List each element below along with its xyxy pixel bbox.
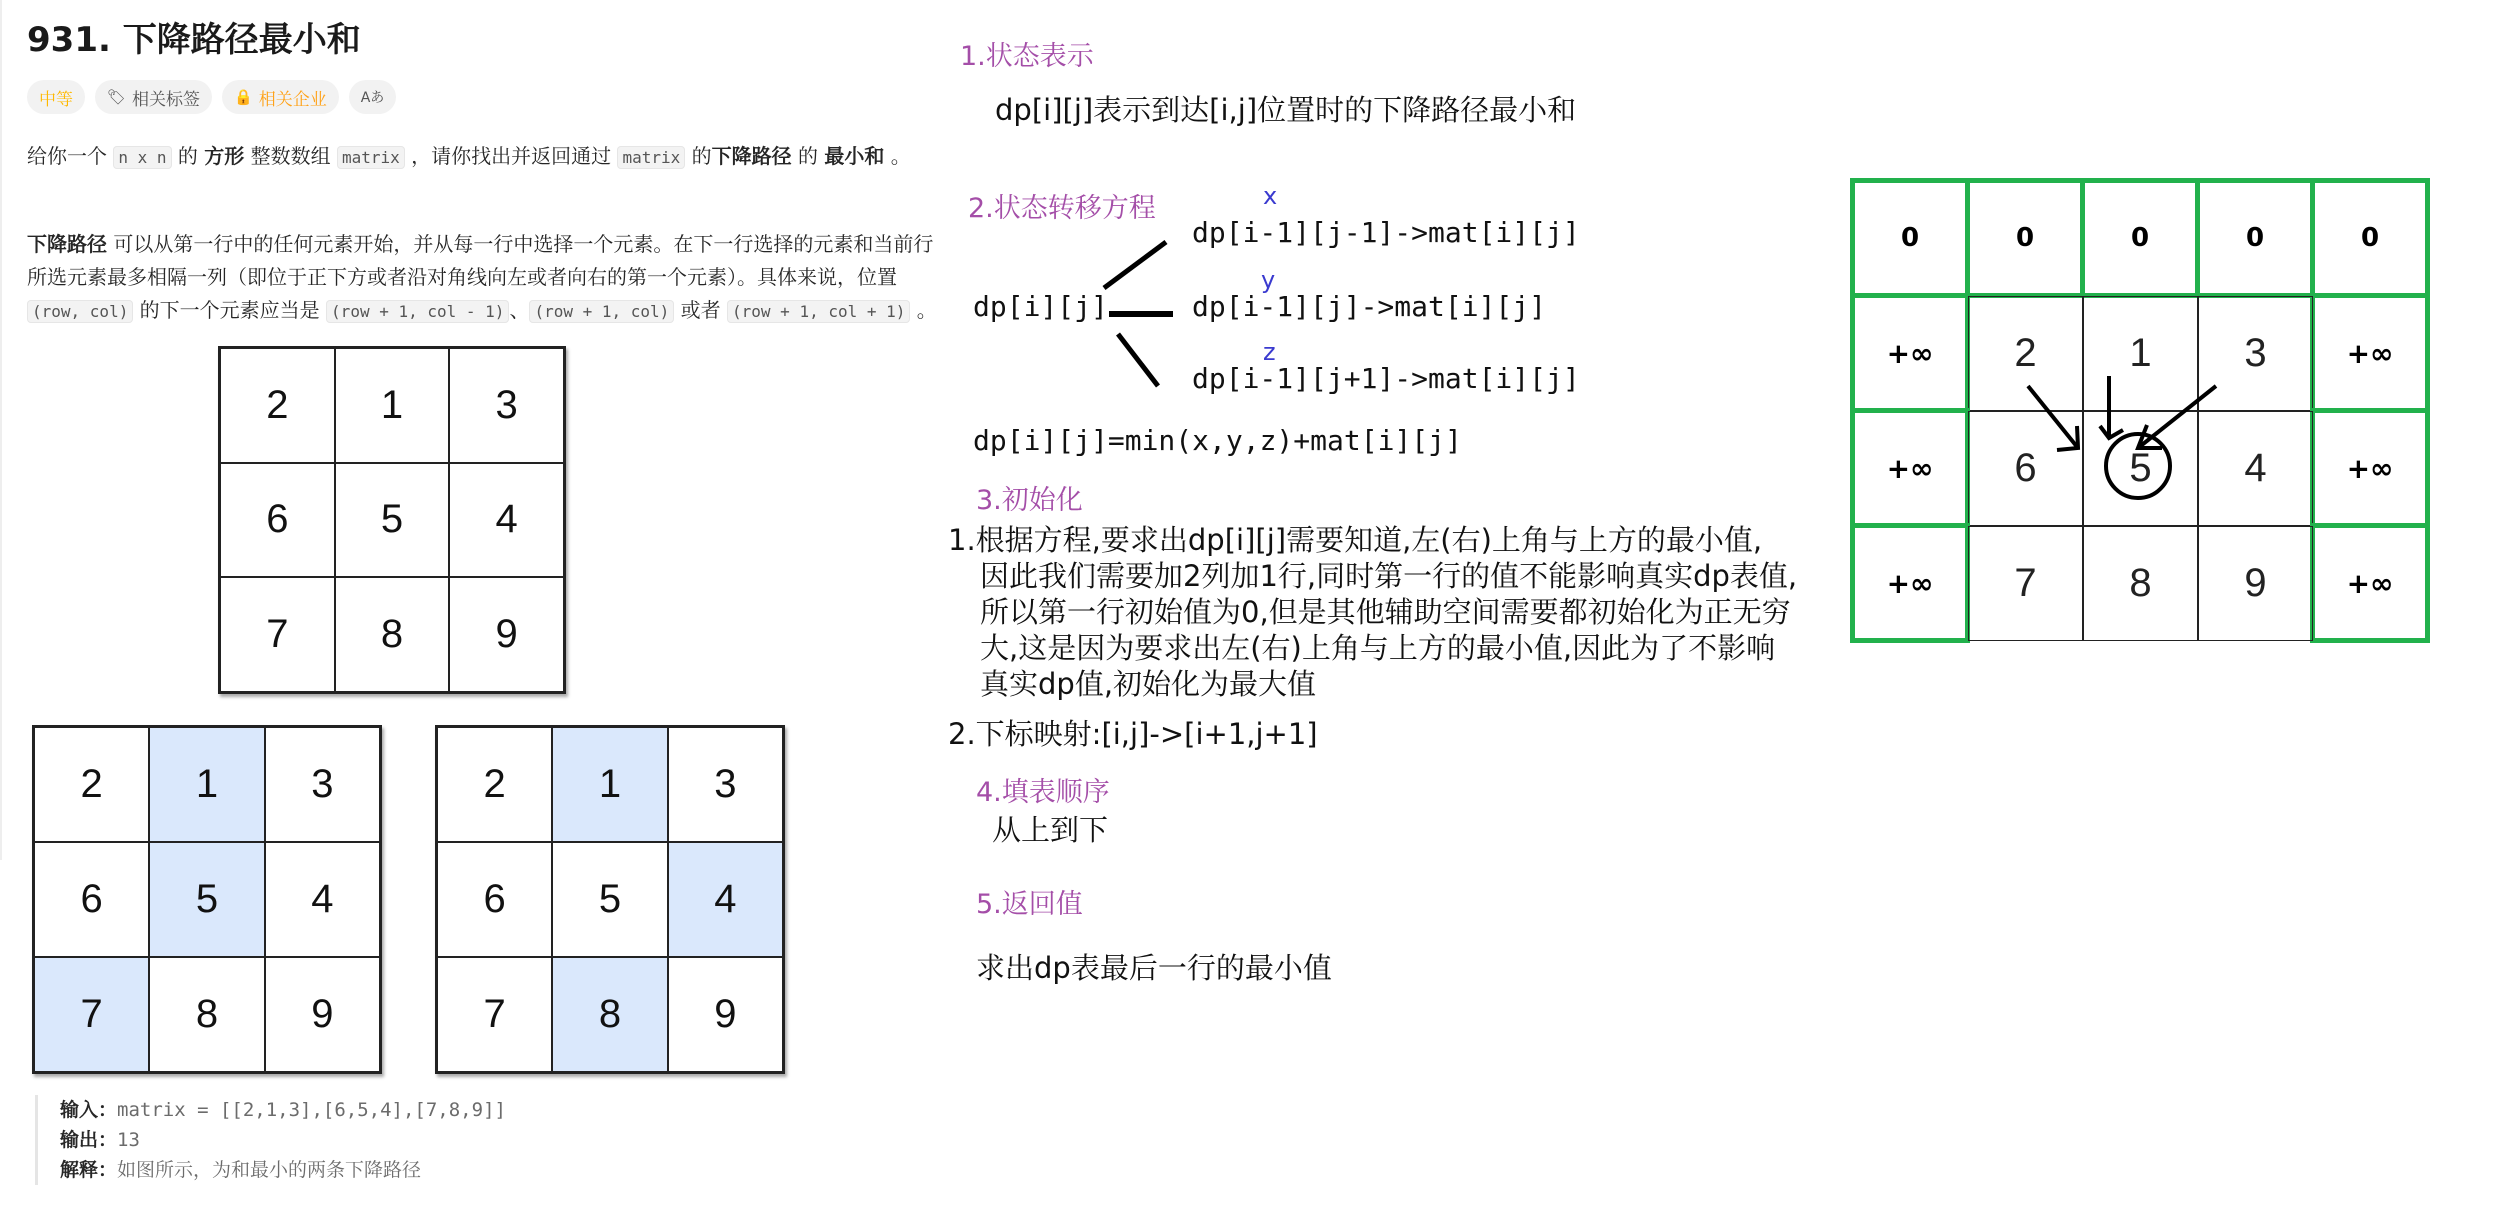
branch-line-up xyxy=(1104,242,1166,288)
translate-icon: Aあ xyxy=(360,90,385,106)
text: 或者 xyxy=(674,298,728,322)
matrix-cell: 4 xyxy=(668,842,783,957)
matrix-cell: 6 xyxy=(437,842,552,957)
matrix-cell: 9 xyxy=(668,957,783,1072)
init-item-1 xyxy=(948,522,1797,702)
matrix-cell: 2 xyxy=(34,727,149,842)
bold-text: 最小和 xyxy=(824,144,885,168)
inline-code: (row + 1, col - 1) xyxy=(326,300,509,323)
matrix-cell: 6 xyxy=(34,842,149,957)
dp-cell-zero: 0 xyxy=(2080,178,2200,298)
text: 可以从第一行中的任何元素开始，并从每一行中选择一个元素。在下一行选择的元素和当前行所选元素最多相隔一列（即位于正下方或者沿对角线向左或者向右的第一个元素）。具体来说，位置 xyxy=(27,232,934,289)
matrix-cell: 3 xyxy=(449,348,564,463)
section3-heading: 3.初始化 xyxy=(976,485,1083,516)
arrow-from-top-left xyxy=(2028,386,2078,448)
bold-text: 方形 xyxy=(204,144,245,168)
transition-1: dp[i-1][j-1]->mat[i][j] xyxy=(1192,216,1580,249)
text: ，请你找出并返回通过 xyxy=(404,144,618,168)
section5-heading: 5.返回值 xyxy=(976,889,1083,920)
matrix-cell: 2 xyxy=(220,348,335,463)
matrix-cell: 8 xyxy=(149,957,264,1072)
text: 的下一个元素应当是 xyxy=(133,298,327,322)
init-line: 因此我们需要加2列加1行,同时第一行的值不能影响真实dp表值, xyxy=(980,559,1798,593)
text: 。 xyxy=(910,298,937,322)
var-y: y xyxy=(1261,266,1276,294)
inline-code: matrix xyxy=(617,146,685,169)
dp-cell-infinity: +∞ xyxy=(2310,293,2430,413)
dp-cell-value: 2 xyxy=(1968,296,2083,411)
dp-ij-label: dp[i][j] xyxy=(973,290,1108,323)
text: 。 xyxy=(884,144,911,168)
dp-cell-infinity: +∞ xyxy=(2310,408,2430,528)
section4-text: 从上到下 xyxy=(992,813,1109,847)
section2-heading: 2.状态转移方程 xyxy=(968,193,1156,224)
section1-text: dp[i][j]表示到达[i,j]位置时的下降路径最小和 xyxy=(995,93,1577,127)
dp-cell-value: 5 xyxy=(2083,411,2198,526)
matrix-cell: 7 xyxy=(220,577,335,692)
matrix-cell: 1 xyxy=(552,727,667,842)
section4-heading: 4.填表顺序 xyxy=(976,777,1110,808)
matrix-cell: 5 xyxy=(552,842,667,957)
init-line: 真实dp值,初始化为最大值 xyxy=(980,667,1317,701)
init-line: 1.根据方程,要求出dp[i][j]需要知道,左(右)上角与上方的最小值, xyxy=(948,523,1763,557)
section1-heading: 1.状态表示 xyxy=(960,41,1094,72)
tag-label: 相关标签 xyxy=(132,89,201,110)
matrix-cell: 4 xyxy=(449,463,564,578)
section5-text: 求出dp表最后一行的最小值 xyxy=(976,951,1332,985)
arrowhead xyxy=(2100,426,2123,438)
dp-cell-infinity: +∞ xyxy=(1850,293,1970,413)
matrix-cell: 7 xyxy=(34,957,149,1072)
transition-formula: dp[i][j]=min(x,y,z)+mat[i][j] xyxy=(973,424,1462,457)
matrix-cell: 2 xyxy=(437,727,552,842)
dp-cell-value: 3 xyxy=(2198,296,2313,411)
dp-cell-value: 1 xyxy=(2083,296,2198,411)
text: 给你一个 xyxy=(27,144,114,168)
matrix-cell: 5 xyxy=(149,842,264,957)
inline-code: (row + 1, col + 1) xyxy=(727,300,910,323)
dp-cell-zero: 0 xyxy=(1850,178,1970,298)
explain-label: 解释： xyxy=(60,1159,118,1181)
matrix-cell: 1 xyxy=(335,348,450,463)
matrix-cell: 8 xyxy=(552,957,667,1072)
tag-row xyxy=(27,80,396,114)
init-line: 所以第一行初始值为0,但是其他辅助空间需要都初始化为正无穷 xyxy=(980,595,1791,629)
example-matrix-image xyxy=(218,346,566,694)
matrix-cell: 6 xyxy=(220,463,335,578)
dp-cell-infinity: +∞ xyxy=(1850,523,1970,643)
inline-code: matrix xyxy=(337,146,405,169)
text: 整数数组 xyxy=(244,144,337,168)
bold-text: 下降路径 xyxy=(27,232,107,256)
tag-translate[interactable] xyxy=(349,80,397,114)
init-item-2: 2.下标映射:[i,j]->[i+1,j+1] xyxy=(948,717,1318,751)
matrix-cell: 9 xyxy=(265,957,380,1072)
matrix-cell: 7 xyxy=(437,957,552,1072)
tag-tag[interactable] xyxy=(95,80,212,114)
description-paragraph xyxy=(27,140,947,174)
dp-cell-zero: 0 xyxy=(2310,178,2430,298)
matrix-cell: 3 xyxy=(668,727,783,842)
text: 的 xyxy=(685,144,712,168)
problem-title: 931. 下降路径最小和 xyxy=(27,20,361,60)
panel-divider xyxy=(0,0,2,860)
output-value: 13 xyxy=(117,1129,140,1151)
matrix-cell: 3 xyxy=(265,727,380,842)
tag-lock[interactable] xyxy=(222,80,339,114)
inline-code: (row + 1, col) xyxy=(529,300,674,323)
matrix-cell: 1 xyxy=(149,727,264,842)
path2-matrix-image xyxy=(435,725,785,1074)
branch-lines xyxy=(1090,230,1190,400)
text: 的 xyxy=(791,144,825,168)
dp-cell-infinity: +∞ xyxy=(1850,408,1970,528)
path1-matrix-image xyxy=(32,725,382,1074)
dp-cell-infinity: +∞ xyxy=(2310,523,2430,643)
dp-cell-value: 6 xyxy=(1968,411,2083,526)
branch-line-down xyxy=(1118,334,1158,386)
dp-cell-zero: 0 xyxy=(1965,178,2085,298)
matrix-cell: 4 xyxy=(265,842,380,957)
matrix-cell: 5 xyxy=(335,463,450,578)
var-x: x xyxy=(1263,182,1278,210)
output-label: 输出： xyxy=(60,1129,118,1151)
inline-code: n x n xyxy=(113,146,171,169)
transition-2: dp[i-1][j]->mat[i][j] xyxy=(1192,290,1547,323)
tag-label: 中等 xyxy=(39,89,73,110)
matrix-cell: 8 xyxy=(335,577,450,692)
dp-cell-value: 8 xyxy=(2083,526,2198,641)
dp-cell-value: 7 xyxy=(1968,526,2083,641)
transition-3: dp[i-1][j+1]->mat[i][j] xyxy=(1192,362,1580,395)
example-block xyxy=(35,1095,506,1185)
init-line: 大,这是因为要求出左(右)上角与上方的最小值,因此为了不影响 xyxy=(980,631,1776,665)
lock-icon: 🔒 xyxy=(234,88,253,106)
dp-table-diagram xyxy=(1850,178,2425,638)
text: 、 xyxy=(509,298,530,322)
dp-cell-value: 9 xyxy=(2198,526,2313,641)
dp-arrows-overlay xyxy=(1850,178,2425,638)
description-paragraph xyxy=(27,228,947,328)
tag-difficulty[interactable] xyxy=(27,80,85,114)
arrow-from-top-right xyxy=(2138,386,2216,448)
explain-value: 如图所示，为和最小的两条下降路径 xyxy=(117,1159,422,1181)
input-label: 输入： xyxy=(60,1099,118,1121)
dp-cell-zero: 0 xyxy=(2195,178,2315,298)
bold-text: 下降路径 xyxy=(711,144,792,168)
inline-code: (row, col) xyxy=(27,300,133,323)
tag-label: 相关企业 xyxy=(258,89,327,110)
matrix-cell: 9 xyxy=(449,577,564,692)
tag-icon: 🏷 xyxy=(107,88,127,106)
input-value: matrix = [[2,1,3],[6,5,4],[7,8,9]] xyxy=(117,1099,506,1121)
text: 的 xyxy=(171,144,205,168)
var-z: z xyxy=(1263,338,1276,366)
dp-cell-value: 4 xyxy=(2198,411,2313,526)
